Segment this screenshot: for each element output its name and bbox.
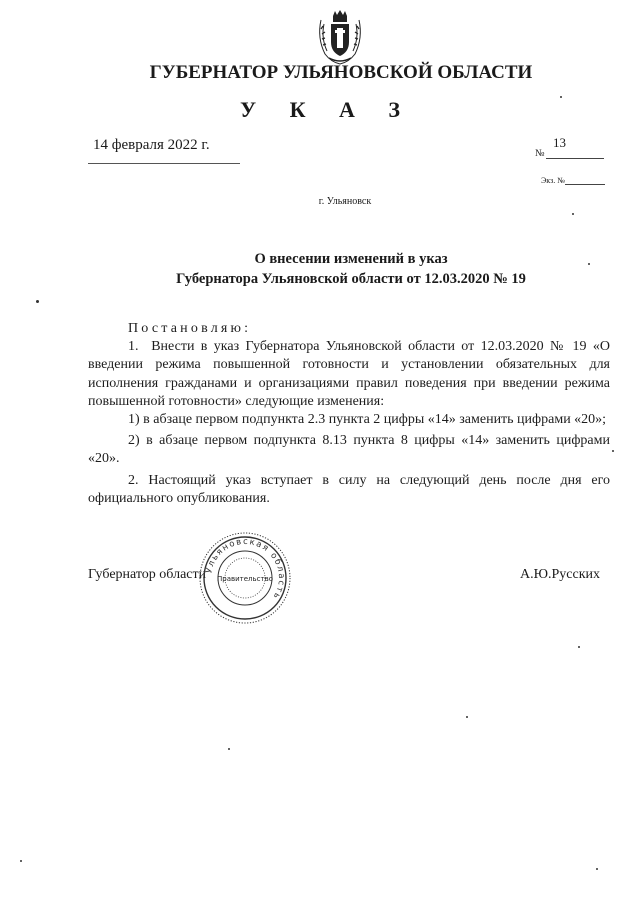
decree-item-2: 2. Настоящий указ вступает в силу на следующий день после дня его официального опубликования. bbox=[88, 472, 610, 506]
decree-word: Постановляю: bbox=[128, 321, 252, 336]
document-subject bbox=[0, 249, 640, 289]
number-label: № bbox=[535, 148, 545, 159]
authority-title: ГУБЕРНАТОР УЛЬЯНОВСКОЙ ОБЛАСТИ bbox=[149, 62, 533, 83]
copy-number-label: Экз. № bbox=[541, 176, 565, 185]
document-number: 13 bbox=[553, 135, 566, 150]
seal-icon bbox=[197, 530, 293, 626]
document-date: 14 февраля 2022 г. bbox=[93, 137, 210, 153]
decree-item-1-subitem-2: 2) в абзаце первом подпункта 8.13 пункта 8 цифры «14» заменить цифрами «20». bbox=[88, 433, 610, 467]
svg-text:Правительство: Правительство bbox=[217, 575, 273, 583]
decree-body bbox=[88, 320, 610, 508]
subject-line-2: Губернатора Ульяновской области от 12.03.2020 № 19 bbox=[176, 271, 526, 287]
coat-of-arms-emblem bbox=[311, 8, 369, 66]
official-seal-stamp bbox=[197, 530, 293, 626]
decree-item-1-subitem-1: 1) в абзаце первом подпункта 2.3 пункта 2 цифры «14» заменить цифрами «20»; bbox=[128, 412, 607, 428]
signer-title: Губернатор области bbox=[88, 567, 207, 582]
number-underline bbox=[546, 158, 604, 159]
city-label: г. Ульяновск bbox=[318, 196, 372, 207]
signer-name: А.Ю.Русских bbox=[520, 567, 601, 582]
document-type-heading: У К А З bbox=[239, 97, 415, 122]
copy-number-underline bbox=[565, 184, 605, 185]
subject-line-1: О внесении изменений в указ bbox=[254, 251, 448, 267]
svg-text:Ульяновская область: Ульяновская область bbox=[204, 536, 287, 602]
date-underline bbox=[88, 163, 240, 164]
coat-of-arms-icon bbox=[311, 8, 369, 66]
decree-item-1: 1. Внести в указ Губернатора Ульяновской области от 12.03.2020 № 19 «О введении режима повышенной готовности и установлении обязательных для исполнения гражданами и организациями правил поведения при введении режима повышенной готовности» следующие изменения: bbox=[88, 339, 610, 409]
